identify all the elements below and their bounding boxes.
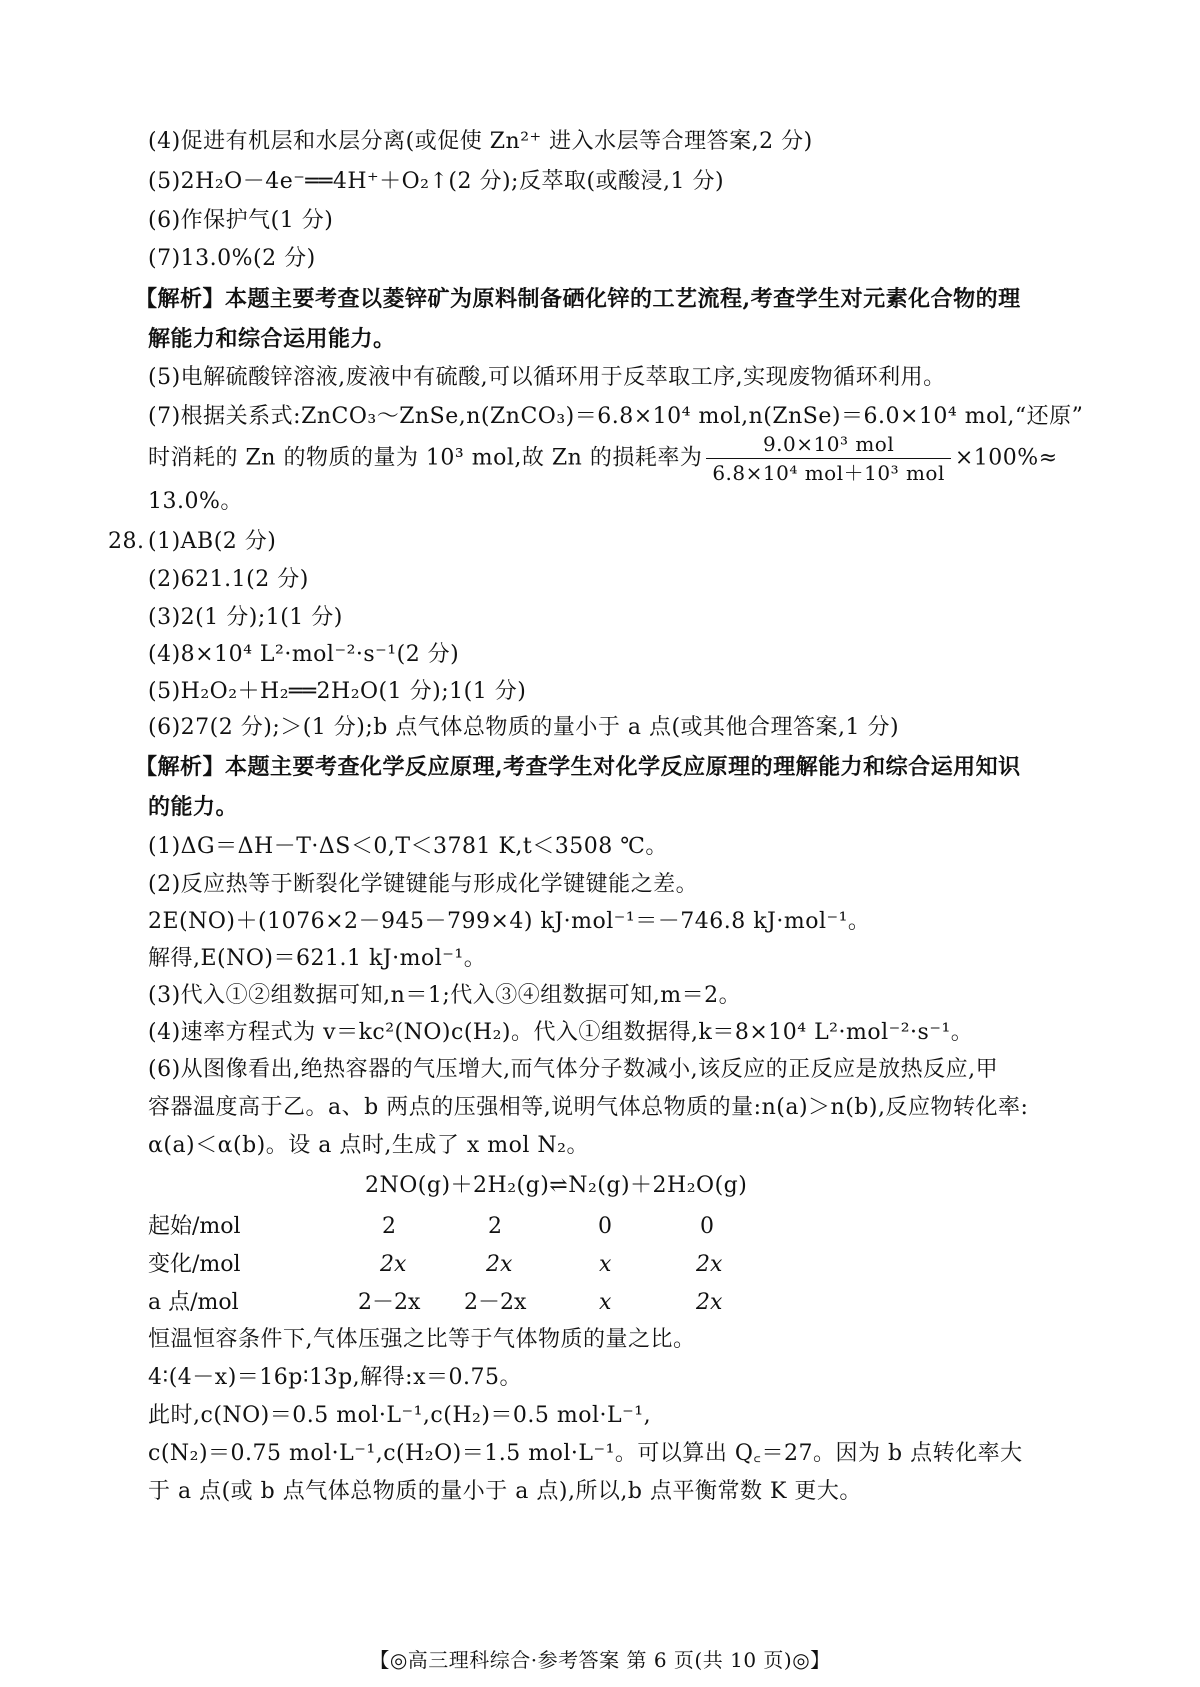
note-27-5: (5)电解硫酸锌溶液,废液中有硫酸,可以循环用于反萃取工序,实现废物循环利用。 (148, 365, 946, 390)
answer-28-3: (3)2(1 分);1(1 分) (148, 605, 343, 630)
analysis-28-2b: 2E(NO)＋(1076×2－945－799×4) kJ·mol⁻¹＝－746.8 kJ·mol⁻¹。 (148, 909, 871, 934)
cell-h2o: 0 (700, 1214, 714, 1239)
answer-28-5: (5)H₂O₂＋H₂══2H₂O(1 分);1(1 分) (148, 679, 527, 704)
cell-h2o: 2x (696, 1252, 723, 1277)
tail-3: 此时,c(NO)＝0.5 mol·L⁻¹,c(H₂)＝0.5 mol·L⁻¹, (148, 1403, 652, 1428)
row-label: 变化/mol (148, 1252, 241, 1277)
note-27-7b (148, 432, 1058, 485)
cell-h2: 2－2x (464, 1290, 527, 1315)
fraction-numerator: 9.0×10³ mol (706, 432, 951, 459)
answer-27-5: (5)2H₂O－4e⁻══4H⁺＋O₂↑(2 分);反萃取(或酸浸,1 分) (148, 169, 725, 194)
fraction-denominator: 6.8×10⁴ mol＋10³ mol (712, 461, 945, 485)
answer-27-7: (7)13.0%(2 分) (148, 246, 316, 271)
cell-n2: x (599, 1290, 612, 1315)
reaction-equation: 2NO(g)＋2H₂(g)⇌N₂(g)＋2H₂O(g) (365, 1173, 748, 1198)
cell-h2: 2 (488, 1214, 502, 1239)
analysis-28-6b: 容器温度高于乙。a、b 两点的压强相等,说明气体总物质的量:n(a)＞n(b),反应物转化率: (148, 1095, 1029, 1120)
cell-n2: x (599, 1252, 612, 1277)
cell-h2: 2x (486, 1252, 513, 1277)
analysis-28-3: (3)代入①②组数据可知,n＝1;代入③④组数据可知,m＝2。 (148, 983, 742, 1008)
cell-no: 2 (382, 1214, 396, 1239)
note-27-7a: (7)根据关系式:ZnCO₃～ZnSe,n(ZnCO₃)＝6.8×10⁴ mol,n(ZnSe)＝6.0×10⁴ mol,“还原” (148, 404, 1084, 429)
cell-no: 2－2x (358, 1290, 421, 1315)
analysis-heading-27: 【解析】本题主要考查以菱锌矿为原料制备硒化锌的工艺流程,考查学生对元素化合物的理 (135, 286, 1021, 312)
tail-1: 恒温恒容条件下,气体压强之比等于气体物质的量之比。 (148, 1327, 696, 1352)
answer-28-1: (1)AB(2 分) (148, 529, 277, 554)
row-label: a 点/mol (148, 1290, 239, 1315)
analysis-28-2: (2)反应热等于断裂化学键键能与形成化学键键能之差。 (148, 872, 699, 897)
tail-4: c(N₂)＝0.75 mol·L⁻¹,c(H₂O)＝1.5 mol·L⁻¹。可以算出 Q꜀＝27。因为 b 点转化率大 (148, 1441, 1023, 1466)
analysis-heading-27-cont: 解能力和综合运用能力。 (148, 326, 396, 352)
analysis-28-1: (1)ΔG＝ΔH－T·ΔS＜0,T＜3781 K,t＜3508 ℃。 (148, 834, 668, 859)
answer-28-6: (6)27(2 分);＞(1 分);b 点气体总物质的量小于 a 点(或其他合理答案,1 分) (148, 715, 900, 740)
tail-5: 于 a 点(或 b 点气体总物质的量小于 a 点),所以,b 点平衡常数 K 更大。 (148, 1479, 862, 1504)
answer-27-4: (4)促进有机层和水层分离(或促使 Zn²⁺ 进入水层等合理答案,2 分) (148, 129, 813, 154)
analysis-28-6c: α(a)＜α(b)。设 a 点时,生成了 x mol N₂。 (148, 1133, 589, 1158)
tail-2: 4∶(4－x)＝16p∶13p,解得:x＝0.75。 (148, 1365, 522, 1390)
row-label: 起始/mol (148, 1214, 241, 1239)
question-number-28: 28. (108, 529, 145, 554)
analysis-28-6a: (6)从图像看出,绝热容器的气压增大,而气体分子数减小,该反应的正反应是放热反应,甲 (148, 1057, 999, 1082)
cell-n2: 0 (598, 1214, 612, 1239)
note-27-7b-suffix: ×100%≈ (954, 445, 1058, 471)
answer-27-6: (6)作保护气(1 分) (148, 208, 334, 233)
page-footer: 【◎高三理科综合·参考答案 第 6 页(共 10 页)◎】 (369, 1648, 831, 1672)
note-27-7c: 13.0%。 (148, 489, 243, 514)
cell-h2o: 2x (696, 1290, 723, 1315)
analysis-heading-28-cont: 的能力。 (148, 794, 239, 820)
answer-28-4: (4)8×10⁴ L²·mol⁻²·s⁻¹(2 分) (148, 642, 460, 667)
cell-no: 2x (380, 1252, 407, 1277)
loss-rate-fraction (706, 432, 951, 485)
analysis-28-2c: 解得,E(NO)＝621.1 kJ·mol⁻¹。 (148, 946, 487, 971)
answer-28-2: (2)621.1(2 分) (148, 567, 309, 592)
note-27-7b-prefix: 时消耗的 Zn 的物质的量为 10³ mol,故 Zn 的损耗率为 (148, 445, 703, 471)
analysis-28-4: (4)速率方程式为 v＝kc²(NO)c(H₂)。代入①组数据得,k＝8×10⁴ L²·mol⁻²·s⁻¹。 (148, 1020, 974, 1045)
analysis-heading-28: 【解析】本题主要考查化学反应原理,考查学生对化学反应原理的理解能力和综合运用知识 (135, 754, 1021, 780)
